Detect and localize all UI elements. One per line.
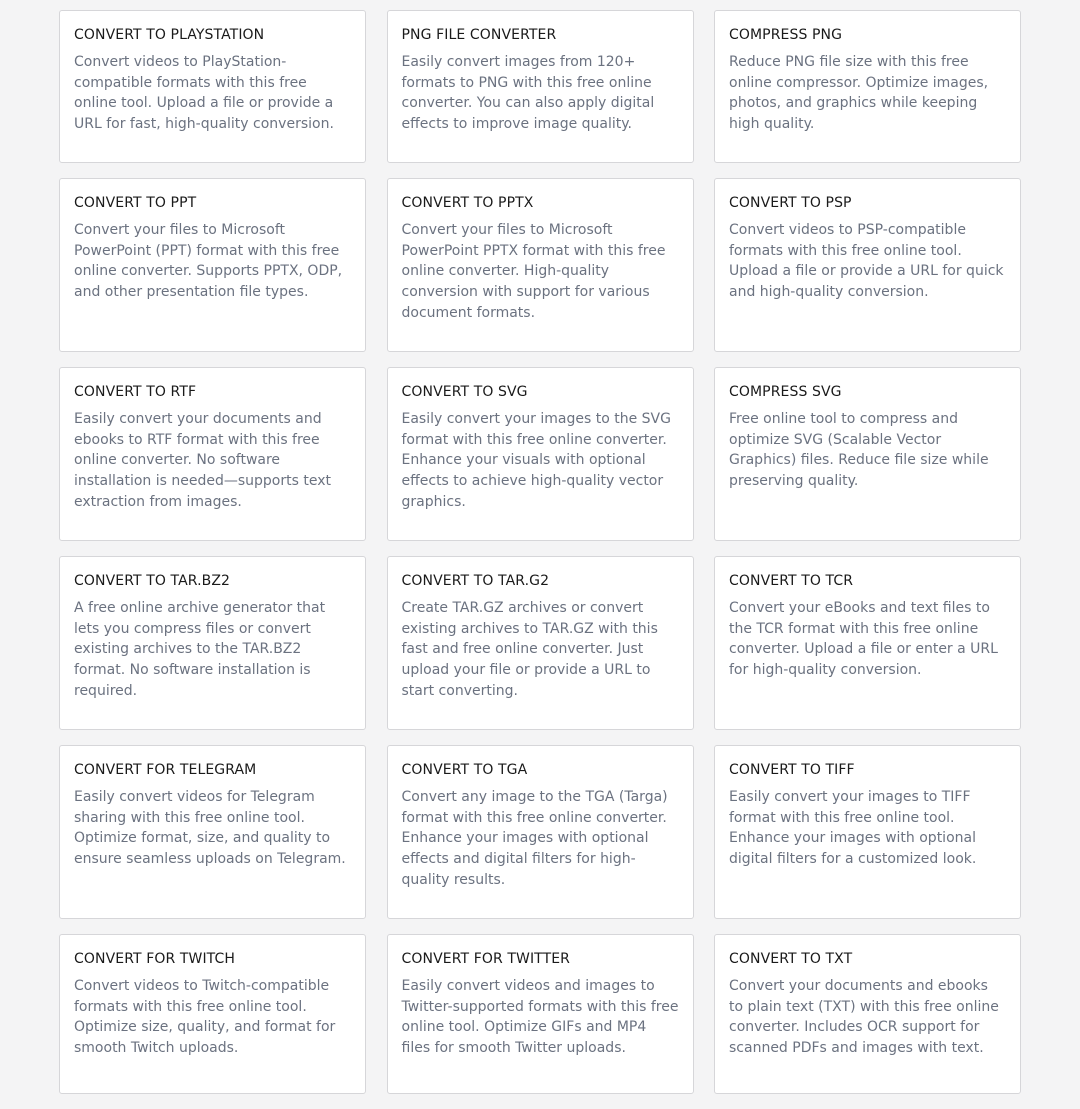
card-row <box>59 10 1021 163</box>
card-title: CONVERT FOR TELEGRAM <box>74 762 257 778</box>
card-convert-for-twitter[interactable] <box>387 934 694 1094</box>
card-title: CONVERT FOR TWITTER <box>401 951 571 967</box>
card-convert-to-svg[interactable] <box>387 367 694 541</box>
card-description: Easily convert images from 120+ formats to PNG with this free online converter. You can also apply digital effects to improve image quality. <box>401 54 655 133</box>
card-description: Free online tool to compress and optimize SVG (Scalable Vector Graphics) files. Reduce file size while preserving quality. <box>729 411 989 490</box>
card-row <box>59 367 1021 541</box>
card-title: CONVERT TO PLAYSTATION <box>74 27 265 43</box>
card-title: CONVERT TO TIFF <box>729 762 855 778</box>
card-title: CONVERT TO RTF <box>74 384 197 400</box>
card-convert-to-tga[interactable] <box>387 745 694 919</box>
card-description: Easily convert videos for Telegram sharing with this free online tool. Optimize format, size, and quality to ensure seamless uploads on Telegram. <box>74 789 346 868</box>
card-description: Convert your documents and ebooks to plain text (TXT) with this free online converter. Includes OCR support for scanned PDFs and images with text. <box>729 978 999 1057</box>
card-title: CONVERT TO PPTX <box>401 195 534 211</box>
card-convert-to-tar-bz2[interactable] <box>59 556 366 730</box>
card-description: Convert your files to Microsoft PowerPoint PPTX format with this free online converter. High-quality conversion with support for various document formats. <box>401 222 666 321</box>
card-compress-png[interactable] <box>714 10 1021 163</box>
card-convert-to-psp[interactable] <box>714 178 1021 352</box>
card-convert-for-telegram[interactable] <box>59 745 366 919</box>
card-convert-to-tar-gz[interactable] <box>387 556 694 730</box>
card-title: CONVERT TO TXT <box>729 951 853 967</box>
card-description: Convert your files to Microsoft PowerPoint (PPT) format with this free online converter. Supports PPTX, ODP, and other presentation file types. <box>74 222 343 301</box>
card-convert-to-rtf[interactable] <box>59 367 366 541</box>
card-compress-svg[interactable] <box>714 367 1021 541</box>
card-row <box>59 556 1021 730</box>
card-title: CONVERT TO PSP <box>729 195 852 211</box>
card-title: CONVERT TO TGA <box>401 762 528 778</box>
card-description: Easily convert your images to the SVG format with this free online converter. Enhance your visuals with optional effects to achieve high-quality vector graphics. <box>401 411 671 510</box>
card-convert-for-twitch[interactable] <box>59 934 366 1094</box>
card-description: Convert videos to Twitch-compatible formats with this free online tool. Optimize size, quality, and format for smooth Twitch uploads. <box>74 978 336 1057</box>
card-convert-to-tcr[interactable] <box>714 556 1021 730</box>
card-description: Convert your eBooks and text files to the TCR format with this free online converter. Upload a file or enter a URL for high-quality conversion. <box>729 600 998 679</box>
card-title: CONVERT TO TCR <box>729 573 854 589</box>
card-title: CONVERT TO TAR.BZ2 <box>74 573 231 589</box>
card-title: COMPRESS SVG <box>729 384 842 400</box>
card-png-file-converter[interactable] <box>387 10 694 163</box>
card-description: Create TAR.GZ archives or convert existing archives to TAR.GZ with this fast and free online converter. Just upload your file or provide a URL to start converting. <box>401 600 658 699</box>
card-title: PNG FILE CONVERTER <box>401 27 557 43</box>
card-convert-to-tiff[interactable] <box>714 745 1021 919</box>
card-description: Easily convert your images to TIFF format with this free online tool. Enhance your images with optional digital filters for a customized look. <box>729 789 977 868</box>
card-description: Easily convert videos and images to Twitter-supported formats with this free online tool. Optimize GIFs and MP4 files for smooth Twitter uploads. <box>401 978 679 1057</box>
card-title: CONVERT FOR TWITCH <box>74 951 236 967</box>
card-title: COMPRESS PNG <box>729 27 843 43</box>
card-description: Easily convert your documents and ebooks to RTF format with this free online converter. No software installation is needed—supports text extraction from images. <box>74 411 331 510</box>
card-row <box>59 178 1021 352</box>
card-convert-to-playstation[interactable] <box>59 10 366 163</box>
card-description: Reduce PNG file size with this free online compressor. Optimize images, photos, and graphics while keeping high quality. <box>729 54 989 133</box>
card-description: Convert videos to PlayStation-compatible formats with this free online tool. Upload a file or provide a URL for fast, high-quality conversion. <box>74 54 334 133</box>
card-row <box>59 934 1021 1094</box>
card-description: A free online archive generator that lets you compress files or convert existing archives to the TAR.BZ2 format. No software installation is required. <box>74 600 326 699</box>
card-description: Convert any image to the TGA (Targa) format with this free online converter. Enhance your images with optional effects and digital filters for high-quality results. <box>401 789 668 888</box>
card-title: CONVERT TO SVG <box>401 384 528 400</box>
card-description: Convert videos to PSP-compatible formats with this free online tool. Upload a file or provide a URL for quick and high-quality conversion. <box>729 222 1004 301</box>
card-title: CONVERT TO TAR.G2 <box>401 573 550 589</box>
converter-card-grid <box>59 10 1021 1109</box>
card-convert-to-txt[interactable] <box>714 934 1021 1094</box>
card-title: CONVERT TO PPT <box>74 195 197 211</box>
card-row <box>59 745 1021 919</box>
card-convert-to-ppt[interactable] <box>59 178 366 352</box>
card-convert-to-pptx[interactable] <box>387 178 694 352</box>
